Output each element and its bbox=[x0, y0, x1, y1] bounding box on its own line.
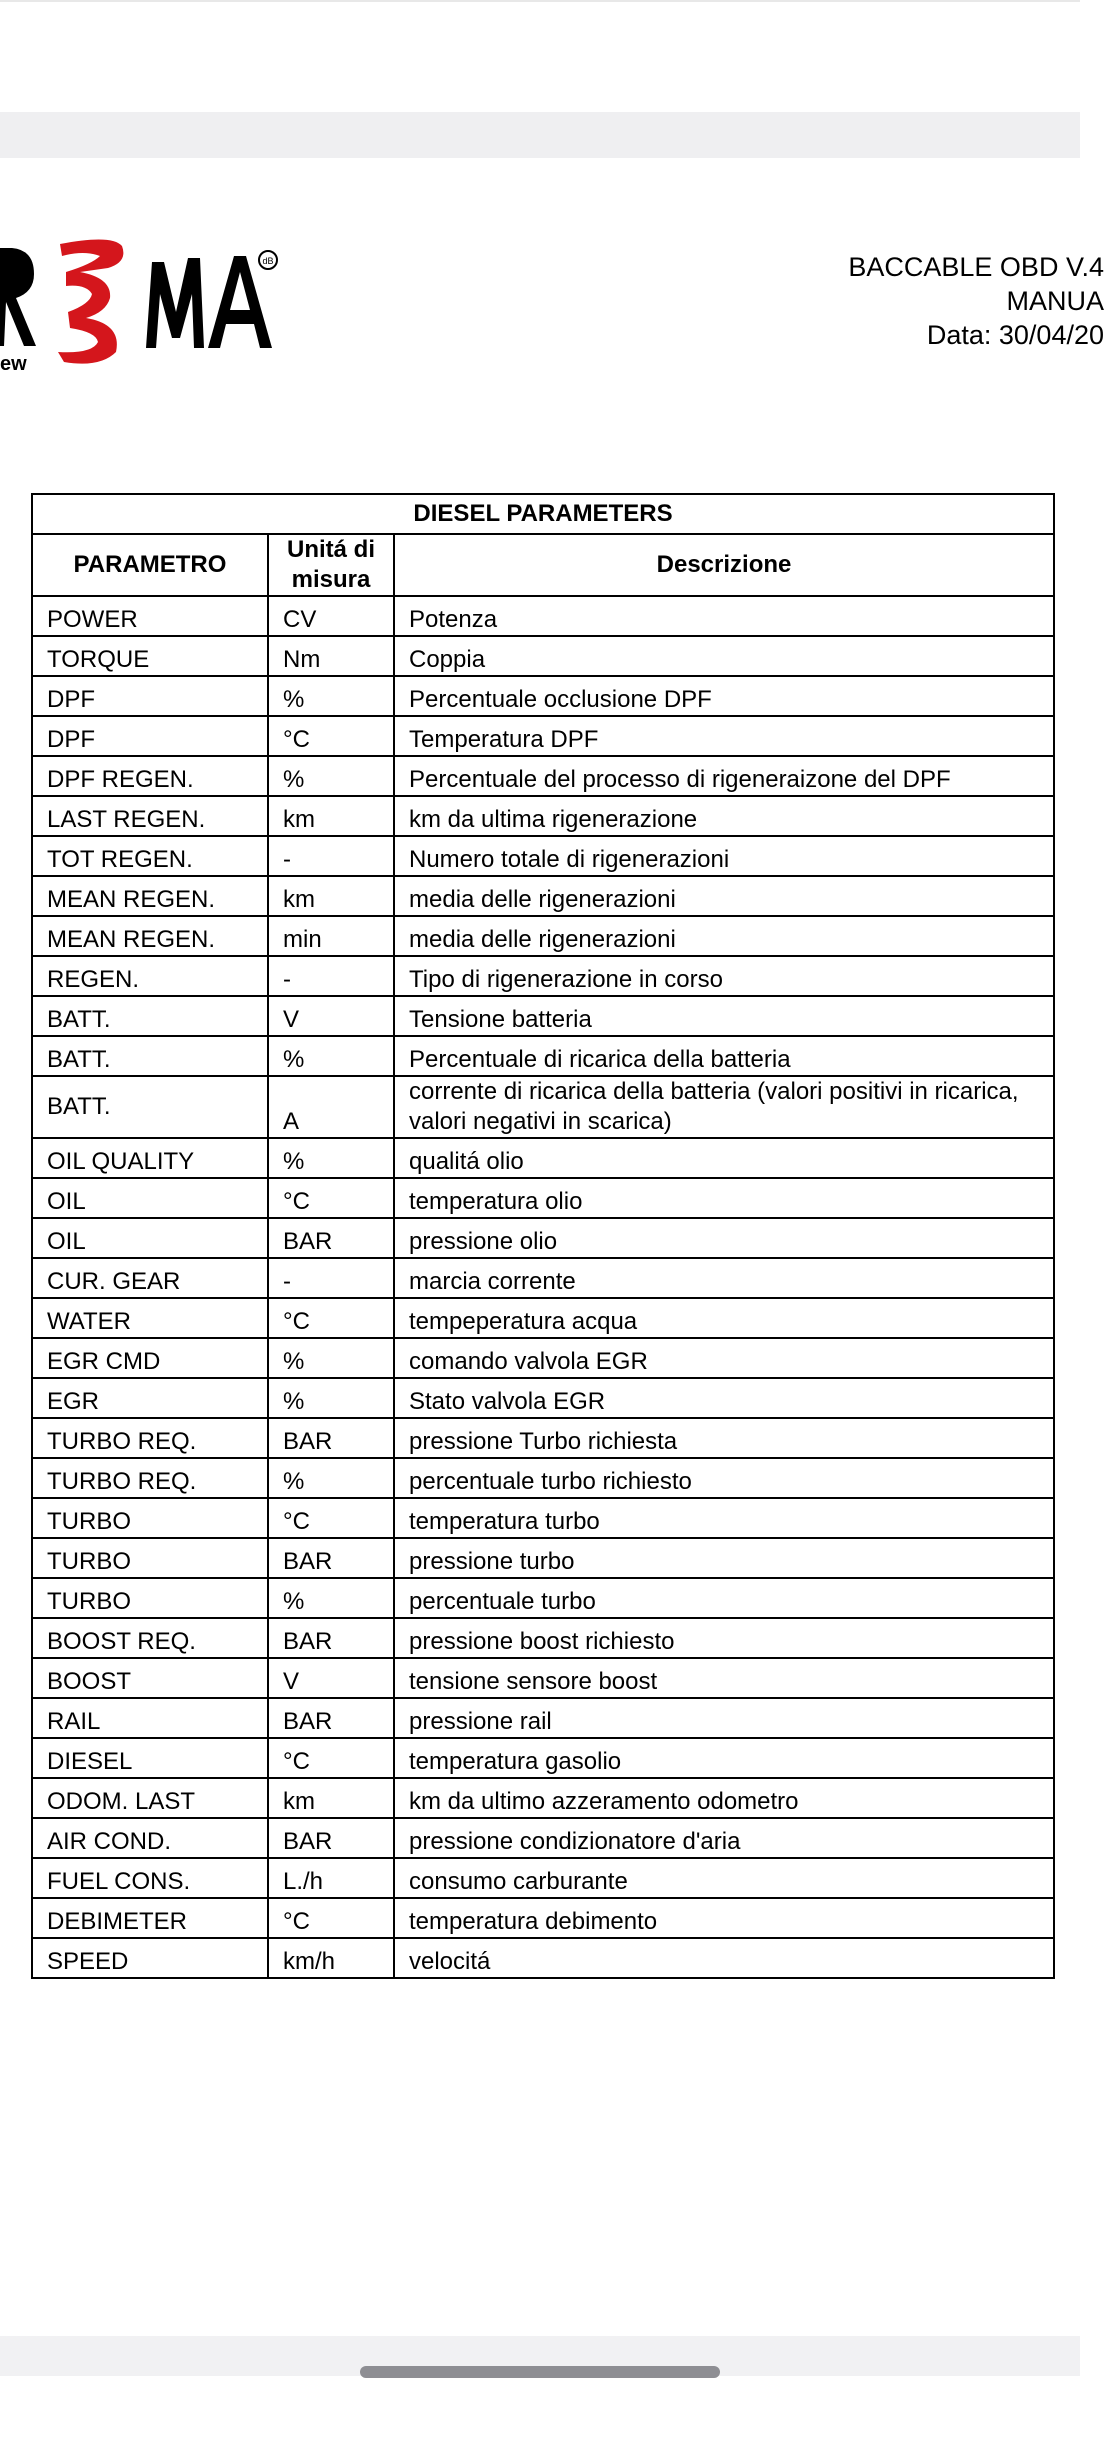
cell-parametro: WATER bbox=[32, 1298, 268, 1338]
cell-parametro: BATT. bbox=[32, 1076, 268, 1138]
table-row bbox=[32, 1418, 1054, 1458]
cell-unita: % bbox=[268, 756, 394, 796]
cell-parametro: OIL QUALITY bbox=[32, 1138, 268, 1178]
cell-parametro: DPF bbox=[32, 676, 268, 716]
cell-descrizione: pressione Turbo richiesta bbox=[394, 1418, 1054, 1458]
cell-unita: % bbox=[268, 1036, 394, 1076]
table-row bbox=[32, 1738, 1054, 1778]
table-row bbox=[32, 756, 1054, 796]
cell-parametro: SPEED bbox=[32, 1938, 268, 1978]
cell-parametro: DPF bbox=[32, 716, 268, 756]
cell-descrizione: Percentuale del processo di rigeneraizone del DPF bbox=[394, 756, 1054, 796]
cell-parametro: TURBO REQ. bbox=[32, 1458, 268, 1498]
cell-unita: % bbox=[268, 1378, 394, 1418]
cell-descrizione: Numero totale di rigenerazioni bbox=[394, 836, 1054, 876]
cell-parametro: CUR. GEAR bbox=[32, 1258, 268, 1298]
cell-unita: - bbox=[268, 836, 394, 876]
cell-unita: V bbox=[268, 1658, 394, 1698]
table-row bbox=[32, 1458, 1054, 1498]
cell-unita: % bbox=[268, 676, 394, 716]
cell-unita: km bbox=[268, 796, 394, 836]
cell-parametro: TURBO bbox=[32, 1578, 268, 1618]
table-row bbox=[32, 1778, 1054, 1818]
cell-descrizione: Tipo di rigenerazione in corso bbox=[394, 956, 1054, 996]
cell-parametro: EGR CMD bbox=[32, 1338, 268, 1378]
home-indicator[interactable] bbox=[360, 2366, 720, 2378]
cell-parametro: MEAN REGEN. bbox=[32, 916, 268, 956]
cell-parametro: DEBIMETER bbox=[32, 1898, 268, 1938]
cell-unita: A bbox=[268, 1076, 394, 1138]
table-row bbox=[32, 1818, 1054, 1858]
document-header bbox=[848, 250, 1104, 352]
cell-parametro: RAIL bbox=[32, 1698, 268, 1738]
cell-parametro: EGR bbox=[32, 1378, 268, 1418]
cell-unita: °C bbox=[268, 716, 394, 756]
cell-descrizione: Temperatura DPF bbox=[394, 716, 1054, 756]
cell-unita: CV bbox=[268, 596, 394, 636]
document-subtitle: MANUA bbox=[1006, 286, 1104, 316]
cell-parametro: BATT. bbox=[32, 996, 268, 1036]
cell-descrizione: pressione boost richiesto bbox=[394, 1618, 1054, 1658]
table-row bbox=[32, 1498, 1054, 1538]
column-header-descrizione: Descrizione bbox=[394, 534, 1054, 596]
table-row bbox=[32, 1578, 1054, 1618]
table-row bbox=[32, 596, 1054, 636]
table-row bbox=[32, 1538, 1054, 1578]
table-row bbox=[32, 1258, 1054, 1298]
cell-descrizione: Percentuale di ricarica della batteria bbox=[394, 1036, 1054, 1076]
cell-unita: °C bbox=[268, 1498, 394, 1538]
cell-descrizione: pressione olio bbox=[394, 1218, 1054, 1258]
table-row bbox=[32, 636, 1054, 676]
cell-unita: BAR bbox=[268, 1418, 394, 1458]
cell-descrizione: velocitá bbox=[394, 1938, 1054, 1978]
table-row bbox=[32, 1618, 1054, 1658]
document-page bbox=[0, 158, 1104, 2334]
cell-descrizione: pressione rail bbox=[394, 1698, 1054, 1738]
cell-parametro: TURBO bbox=[32, 1498, 268, 1538]
table-row bbox=[32, 1698, 1054, 1738]
cell-parametro: POWER bbox=[32, 596, 268, 636]
cell-parametro: TOT REGEN. bbox=[32, 836, 268, 876]
table-row bbox=[32, 676, 1054, 716]
cell-descrizione: tensione sensore boost bbox=[394, 1658, 1054, 1698]
column-header-parametro: PARAMETRO bbox=[32, 534, 268, 596]
cell-parametro: DPF REGEN. bbox=[32, 756, 268, 796]
cell-descrizione: media delle rigenerazioni bbox=[394, 876, 1054, 916]
cell-descrizione: Potenza bbox=[394, 596, 1054, 636]
table-row bbox=[32, 796, 1054, 836]
table-title: DIESEL PARAMETERS bbox=[32, 494, 1054, 534]
cell-unita: - bbox=[268, 956, 394, 996]
cell-unita: BAR bbox=[268, 1618, 394, 1658]
cell-unita: km bbox=[268, 876, 394, 916]
logo-subtext: ew bbox=[0, 353, 27, 375]
cell-descrizione: pressione condizionatore d'aria bbox=[394, 1818, 1054, 1858]
cell-unita: V bbox=[268, 996, 394, 1036]
table-row bbox=[32, 956, 1054, 996]
company-logo bbox=[0, 228, 290, 378]
cell-parametro: TORQUE bbox=[32, 636, 268, 676]
cell-unita: % bbox=[268, 1338, 394, 1378]
cell-parametro: OIL bbox=[32, 1218, 268, 1258]
cell-descrizione: Coppia bbox=[394, 636, 1054, 676]
cell-descrizione: media delle rigenerazioni bbox=[394, 916, 1054, 956]
table-row bbox=[32, 1898, 1054, 1938]
cell-parametro: MEAN REGEN. bbox=[32, 876, 268, 916]
table-row bbox=[32, 876, 1054, 916]
document-title: BACCABLE OBD V.4 bbox=[848, 252, 1104, 282]
cell-unita: °C bbox=[268, 1178, 394, 1218]
table-row bbox=[32, 1218, 1054, 1258]
table-row bbox=[32, 1378, 1054, 1418]
cell-unita: % bbox=[268, 1458, 394, 1498]
table-row bbox=[32, 1658, 1054, 1698]
cell-unita: °C bbox=[268, 1898, 394, 1938]
cell-parametro: REGEN. bbox=[32, 956, 268, 996]
cell-parametro: BATT. bbox=[32, 1036, 268, 1076]
table-row bbox=[32, 916, 1054, 956]
cell-unita: BAR bbox=[268, 1818, 394, 1858]
cell-descrizione: km da ultimo azzeramento odometro bbox=[394, 1778, 1054, 1818]
table-body bbox=[32, 596, 1054, 1978]
cell-descrizione: corrente di ricarica della batteria (valori positivi in ricarica, valori negativi in scarica) bbox=[394, 1076, 1054, 1138]
cell-unita: BAR bbox=[268, 1538, 394, 1578]
table-row bbox=[32, 1858, 1054, 1898]
viewer-top-bar bbox=[0, 0, 1080, 112]
cell-parametro: ODOM. LAST bbox=[32, 1778, 268, 1818]
cell-unita: °C bbox=[268, 1738, 394, 1778]
table-row bbox=[32, 1076, 1054, 1138]
cell-parametro: OIL bbox=[32, 1178, 268, 1218]
cell-descrizione: comando valvola EGR bbox=[394, 1338, 1054, 1378]
cell-unita: km/h bbox=[268, 1938, 394, 1978]
cell-descrizione: km da ultima rigenerazione bbox=[394, 796, 1054, 836]
column-header-unita: Unitá di misura bbox=[268, 534, 394, 596]
cell-unita: min bbox=[268, 916, 394, 956]
cell-unita: °C bbox=[268, 1298, 394, 1338]
cell-parametro: TURBO bbox=[32, 1538, 268, 1578]
cell-descrizione: Tensione batteria bbox=[394, 996, 1054, 1036]
cell-unita: BAR bbox=[268, 1218, 394, 1258]
table-row bbox=[32, 996, 1054, 1036]
cell-descrizione: marcia corrente bbox=[394, 1258, 1054, 1298]
cell-descrizione: consumo carburante bbox=[394, 1858, 1054, 1898]
cell-descrizione: Stato valvola EGR bbox=[394, 1378, 1054, 1418]
cell-descrizione: temperatura olio bbox=[394, 1178, 1054, 1218]
page-separator bbox=[0, 112, 1080, 158]
table-row bbox=[32, 836, 1054, 876]
cell-descrizione: Percentuale occlusione DPF bbox=[394, 676, 1054, 716]
cell-unita: km bbox=[268, 1778, 394, 1818]
cell-descrizione: tempeperatura acqua bbox=[394, 1298, 1054, 1338]
cell-descrizione: qualitá olio bbox=[394, 1138, 1054, 1178]
table-row bbox=[32, 1178, 1054, 1218]
cell-descrizione: percentuale turbo richiesto bbox=[394, 1458, 1054, 1498]
viewer-bottom-bar bbox=[0, 2336, 1080, 2440]
table-row bbox=[32, 716, 1054, 756]
cell-descrizione: percentuale turbo bbox=[394, 1578, 1054, 1618]
cell-unita: Nm bbox=[268, 636, 394, 676]
table-row bbox=[32, 1036, 1054, 1076]
cell-parametro: BOOST bbox=[32, 1658, 268, 1698]
cell-parametro: LAST REGEN. bbox=[32, 796, 268, 836]
table-row bbox=[32, 1938, 1054, 1978]
table-row bbox=[32, 1298, 1054, 1338]
document-date: Data: 30/04/20 bbox=[926, 320, 1104, 350]
cell-unita: % bbox=[268, 1578, 394, 1618]
cell-unita: BAR bbox=[268, 1698, 394, 1738]
diesel-parameters-table bbox=[31, 493, 1055, 1979]
cell-parametro: BOOST REQ. bbox=[32, 1618, 268, 1658]
cell-descrizione: pressione turbo bbox=[394, 1538, 1054, 1578]
table-row bbox=[32, 1138, 1054, 1178]
cell-parametro: TURBO REQ. bbox=[32, 1418, 268, 1458]
cell-descrizione: temperatura debimento bbox=[394, 1898, 1054, 1938]
cell-parametro: DIESEL bbox=[32, 1738, 268, 1778]
cell-descrizione: temperatura turbo bbox=[394, 1498, 1054, 1538]
svg-text:dB: dB bbox=[262, 256, 274, 266]
cell-parametro: FUEL CONS. bbox=[32, 1858, 268, 1898]
cell-descrizione: temperatura gasolio bbox=[394, 1738, 1054, 1778]
cell-unita: - bbox=[268, 1258, 394, 1298]
cell-unita: L./h bbox=[268, 1858, 394, 1898]
table-row bbox=[32, 1338, 1054, 1378]
cell-parametro: AIR COND. bbox=[32, 1818, 268, 1858]
cell-unita: % bbox=[268, 1138, 394, 1178]
